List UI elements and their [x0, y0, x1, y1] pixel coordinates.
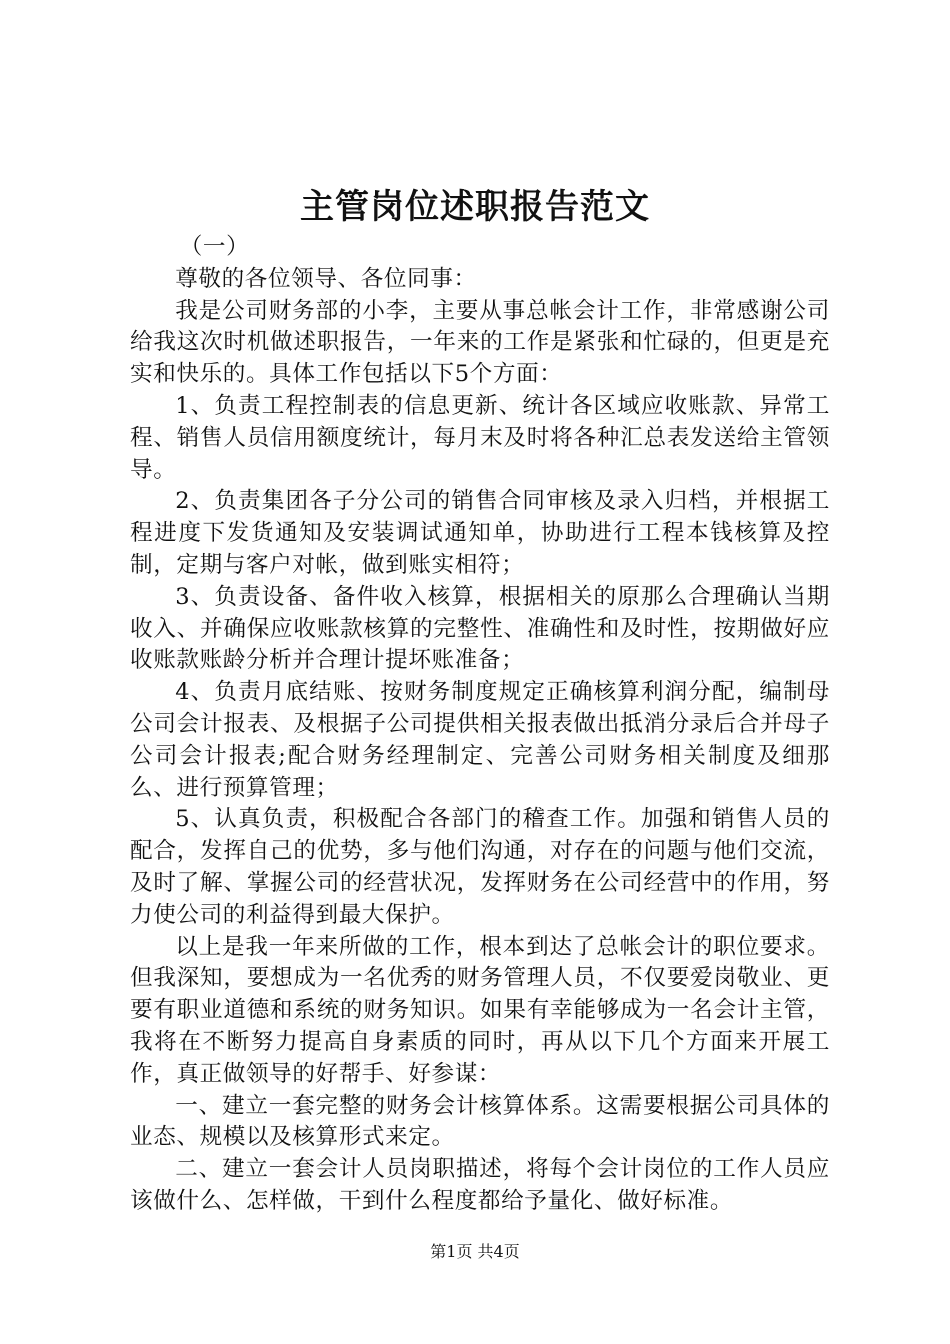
- section-number: （一）: [179, 234, 250, 260]
- document-body: [130, 232, 830, 1218]
- paragraph: 一、建立一套完整的财务会计核算体系。这需要根据公司具体的业态、规模以及核算形式来定。: [130, 1092, 830, 1151]
- paragraph: 二、建立一套会计人员岗职描述，将每个会计岗位的工作人员应该做什么、怎样做，干到什么程度都给予量化、做好标准。: [130, 1156, 830, 1214]
- salutation: 尊敬的各位领导、各位同事：: [175, 265, 477, 292]
- page-number: 第1页 共4页: [430, 1242, 520, 1261]
- paragraph: 我是公司财务部的小李，主要从事总帐会计工作，非常感谢公司给我这次时机做述职报告，一年来的工作是紧张和忙碌的，但更是充实和快乐的。具体工作包括以下5个方面：: [130, 297, 830, 388]
- paragraph: 以上是我一年来所做的工作，根本到达了总帐会计的职位要求。但我深知，要想成为一名优秀的财务管理人员，不仅要爱岗敬业、更要有职业道德和系统的财务知识。如果有幸能够成为一名会计主管，我将在不断努力提高自身素质的同时，再从以下几个方面来开展工作，真正做领导的好帮手、好参谋：: [130, 933, 830, 1087]
- paragraph: 5、认真负责，积极配合各部门的稽查工作。加强和销售人员的配合，发挥自己的优势，多与他们沟通，对存在的问题与他们交流，及时了解、掌握公司的经营状况，发挥财务在公司经营中的作用，努力使公司的利益得到最大保护。: [130, 806, 830, 928]
- paragraph: 2、负责集团各子分公司的销售合同审核及录入归档，并根据工程进度下发货通知及安装调试通知单，协助进行工程本钱核算及控制，定期与客户对帐，做到账实相符；: [130, 488, 830, 578]
- paragraph: 3、负责设备、备件收入核算，根据相关的原那么合理确认当期收入、并确保应收账款核算的完整性、准确性和及时性，按期做好应收账款账龄分析并合理计提坏账准备；: [130, 583, 830, 674]
- paragraph: 1、负责工程控制表的信息更新、统计各区域应收账款、异常工程、销售人员信用额度统计，每月末及时将各种汇总表发送给主管领导。: [130, 392, 830, 483]
- document-title: 主管岗位述职报告范文: [300, 187, 650, 227]
- paragraph: 4、负责月底结账、按财务制度规定正确核算利润分配，编制母公司会计报表、及根据子公司提供相关报表做出抵消分录后合并母子公司会计报表;配合财务经理制定、完善公司财务相关制度及细那么、进行预算管理；: [130, 679, 830, 801]
